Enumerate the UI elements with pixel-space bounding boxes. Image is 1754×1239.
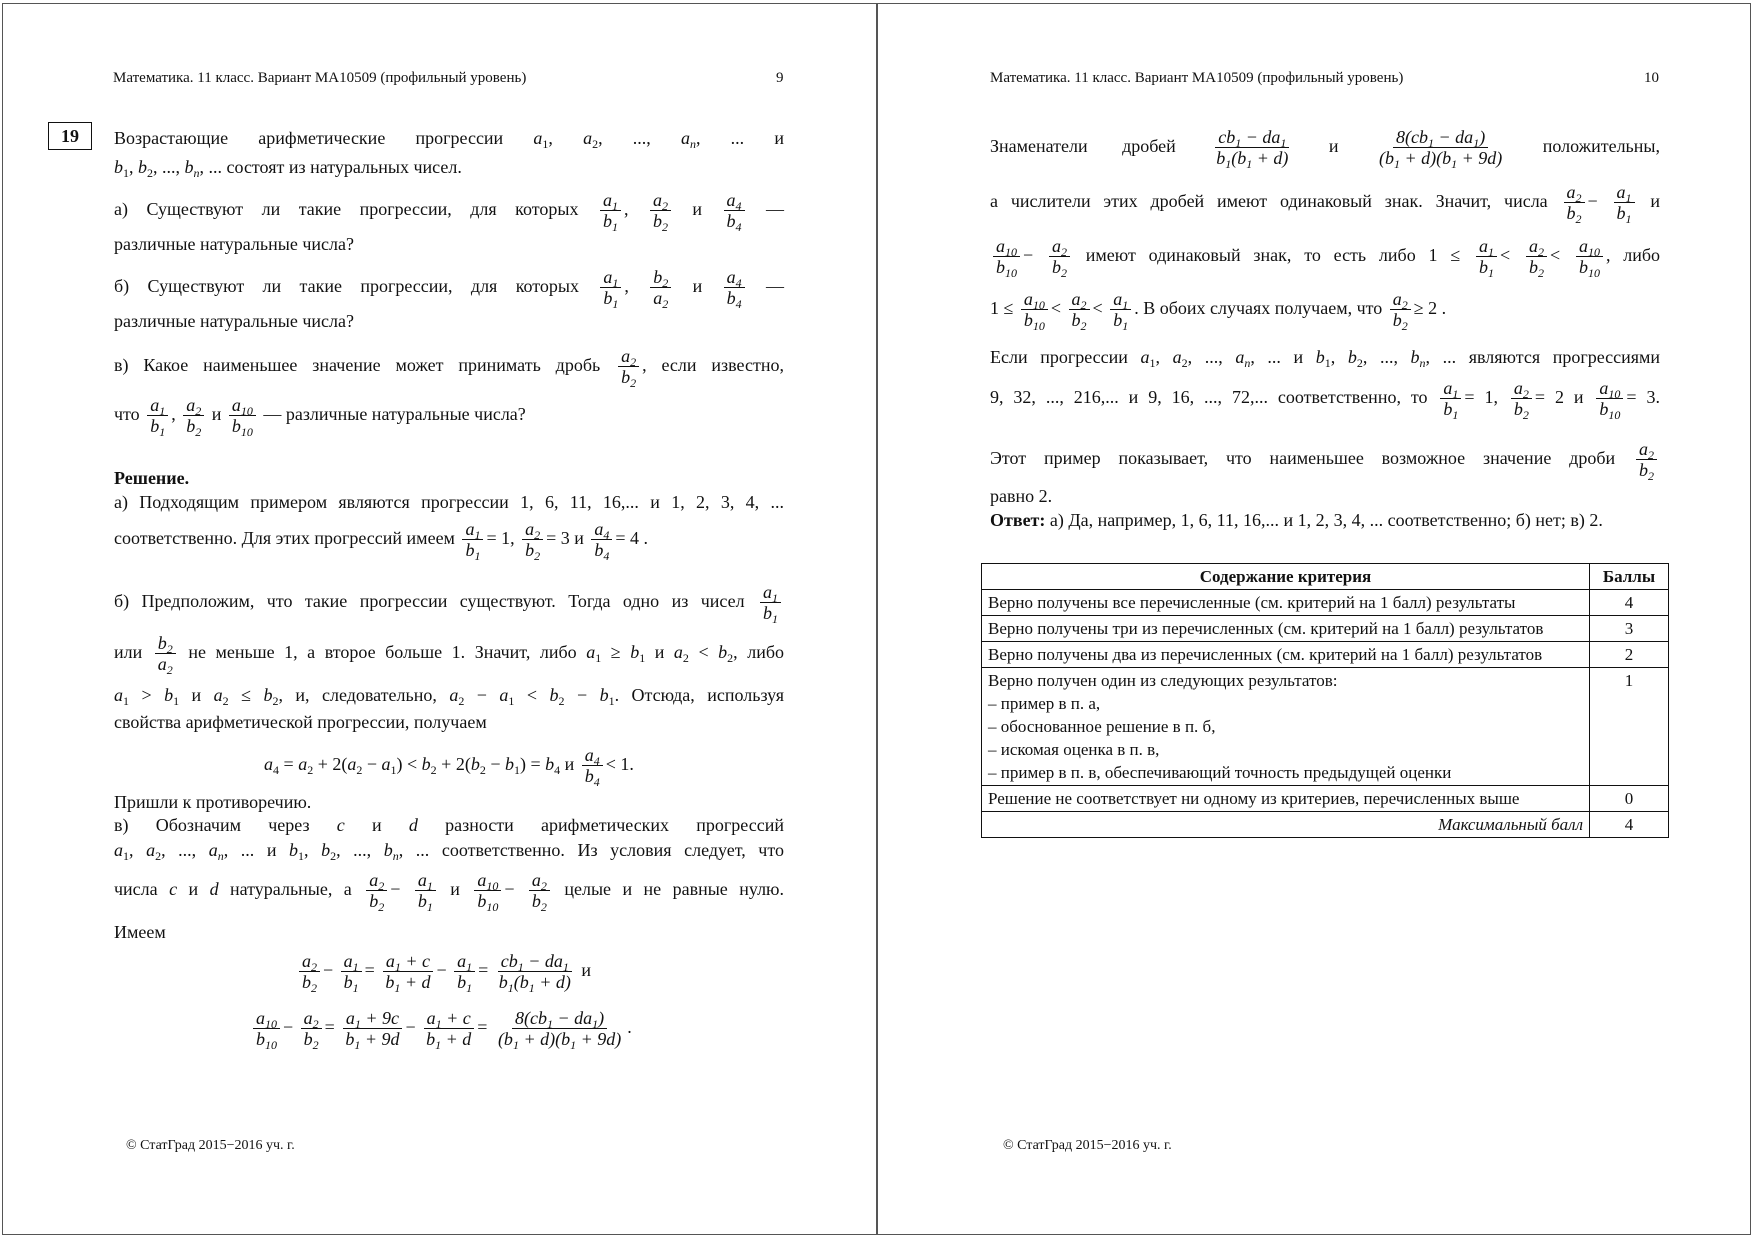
criterion-score: 1 (1590, 668, 1669, 786)
criterion-score: 3 (1590, 616, 1669, 642)
page-footer: © СтатГрад 2015−2016 уч. г. (1003, 1138, 1172, 1153)
page-header: Математика. 11 класс. Вариант МА10509 (профильный уровень) (113, 70, 527, 86)
question-v: в) Какое наименьшее значение может принимать дробь $\frac{a_2}{b_2}$ , если известно, что $\frac{a_1}{b_1}$ , $\frac{a_2}{b_2}$ и $\frac{a_{10}}{b_{10}}$ — различные натуральные числа? (114, 345, 784, 440)
criterion-item: – пример в п. а, (988, 694, 1101, 713)
page-number: 10 (1644, 70, 1659, 86)
formula-b: $a_4 = a_2 + 2(a_2 - a_1) < b_2 + 2(b_2 - b_1) = b_4$ и $\frac{a_4}{b_4}$ < 1. (264, 744, 634, 790)
page-footer: © СтатГрад 2015−2016 уч. г. (126, 1138, 295, 1153)
right-page (877, 0, 1754, 1239)
intro-line2: $b_1$, $b_2$, ..., $b_n$, ... состоят из натуральных чисел. (114, 157, 462, 180)
solution-a: а) Подходящим примером являются прогрессии 1, 6, 11, 16,... и 1, 2, 3, 4, ... соответственно. Для этих прогрессий имеем $\frac{a_1}{b_1}$ = 1, $\frac{a_2}{b_2}$ = 3 и $\frac{a_4}{b_4}$ = 4 . (114, 492, 784, 564)
solution-b: б) Предположим, что такие прогрессии существуют. Тогда одно из чисел $\frac{a_1}{b_1}$ или $\frac{b_2}{a_2}$ не меньше 1, а второе больше 1. Значит, либо $a_1 \ge b_1$ и $a_2 < b_2$, либо $a_1 > b_1$ и $a_2 \le b_2$, и, следовательно, $a_2 - a_1 < b_2 - b_1$. Отсюда, используя свойства арифметической прогрессии, получаем (114, 581, 785, 733)
page-header: Математика. 11 класс. Вариант МА10509 (профильный уровень) (990, 70, 1404, 86)
solution-v: в) Обозначим через c и d разности арифметических прогрессий $a_1$, $a_2$, ..., $a_n$, ... и $b_1$, $b_2$, ..., $b_n$, ... соответственно. Из условия следует, что числа c и d натуральные, а $\frac{a_2}{b_2}$ − $\frac{a_1}{b_1}$ и $\frac{a_{10}}{b_{10}}$ − $\frac{a_2}{b_2}$ целые и не равные нулю. (114, 815, 785, 915)
max-score-label: Максимальный балл (982, 812, 1590, 838)
criterion-item: – обоснованное решение в п. б, (988, 717, 1216, 736)
criterion-score: 2 (1590, 642, 1669, 668)
table-max-row (982, 812, 1669, 838)
criteria-table (981, 563, 1669, 838)
column-header-content: Содержание критерия (982, 564, 1590, 590)
criterion-desc (982, 668, 1590, 786)
column-header-score: Баллы (1590, 564, 1669, 590)
answer-label: Ответ: (990, 510, 1046, 530)
paragraph-2: Если прогрессии $a_1$, $a_2$, ..., $a_n$, ... и $b_1$, $b_2$, ..., $b_n$, ... являются прогрессиями 9, 32, ..., 216,... и 9, 16, ..., 72,... соответственно, то $\frac{a_1}{b_1}$ = 1, $\frac{a_2}{b_2}$ = 2 и $\frac{a_{10}}{b_{10}}$ = 3. (990, 347, 1661, 423)
criterion-desc-text: Верно получен один из следующих результатов: (988, 671, 1338, 690)
max-score-value: 4 (1590, 812, 1669, 838)
intro-line1: Возрастающие арифметические прогрессии $a_1$, $a_2$, ..., $a_n$, ... и (114, 128, 785, 151)
have-label: Имеем (114, 922, 166, 942)
criterion-item: – пример в п. в, обеспечивающий точность предыдущей оценки (988, 763, 1452, 782)
table-row (982, 616, 1669, 642)
contradiction: Пришли к противоречию. (114, 792, 312, 812)
paragraph-3: Этот пример показывает, что наименьшее возможное значение дроби $\frac{a_2}{b_2}$ равно 2. (990, 432, 1660, 509)
table-row (982, 668, 1669, 786)
answer-text: а) Да, например, 1, 6, 11, 16,... и 1, 2, 3, 4, ... соответственно; б) нет; в) 2. (1049, 510, 1603, 530)
table-row (982, 786, 1669, 812)
solution-title: Решение. (114, 468, 190, 488)
criterion-desc: Верно получены три из перечисленных (см. критерий на 1 балл) результатов (982, 616, 1590, 642)
answer (990, 508, 1660, 533)
page-number: 9 (776, 70, 784, 86)
criterion-desc: Верно получены все перечисленные (см. критерий на 1 балл) результаты (982, 590, 1590, 616)
formula-v1: $\frac{a_2}{b_2}$ − $\frac{a_1}{b_1}$ = $\frac{a_1 + c}{b_1 + d}$ − $\frac{a_1}{b_1}$ = $\frac{cb_1 - da_1}{b_1(b_1 + d)}$ и (296, 945, 591, 995)
criterion-desc: Верно получены два из перечисленных (см. критерий на 1 балл) результатов (982, 642, 1590, 668)
paragraph-1: Знаменатели дробей $\frac{cb_1 - da_1}{b_1(b_1 + d)}$ и $\frac{8(cb_1 - da_1)}{(b_1 + d)(b_1 + 9d)}$ положительны, а числители этих дробей имеют одинаковый знак. Значит, числа $\frac{a_2}{b_2}$ − $\frac{a_1}{b_1}$ и $\frac{a_{10}}{b_{10}}$ − $\frac{a_2}{b_2}$ имеют одинаковый знак, то есть либо 1 ≤ $\frac{a_1}{b_1}$ < $\frac{a_2}{b_2}$ < $\frac{a_{10}}{b_{10}}$ , либо 1 ≤ $\frac{a_{10}}{b_{10}}$ < $\frac{a_2}{b_2}$ < $\frac{a_1}{b_1}$ . В обоих случаях получаем, что $\frac{a_2}{b_2}$ ≥ 2 . (990, 126, 1661, 334)
task-number: 19 (48, 122, 92, 150)
criterion-score: 4 (1590, 590, 1669, 616)
question-b: б) Существуют ли такие прогрессии, для которых $\frac{a_1}{b_1}$ , $\frac{b_2}{a_2}$ и $\frac{a_4}{b_4}$ — различные натуральные числа? (114, 266, 785, 332)
table-row (982, 642, 1669, 668)
criterion-score: 0 (1590, 786, 1669, 812)
formula-v2: $\frac{a_{10}}{b_{10}}$ − $\frac{a_2}{b_2}$ = $\frac{a_1 + 9c}{b_1 + 9d}$ − $\frac{a_1 + c}{b_1 + d}$ = $\frac{8(cb_1 - da_1)}{(b_1 + d)(b_1 + 9d)}$ . (250, 1000, 632, 1054)
table-header-row (982, 564, 1669, 590)
criterion-desc: Решение не соответствует ни одному из критериев, перечисленных выше (982, 786, 1590, 812)
criterion-item: – искомая оценка в п. в, (988, 740, 1160, 759)
question-a: а) Существуют ли такие прогрессии, для которых $\frac{a_1}{b_1}$ , $\frac{a_2}{b_2}$ и $\frac{a_4}{b_4}$ — различные натуральные числа? (114, 189, 785, 255)
table-row (982, 590, 1669, 616)
